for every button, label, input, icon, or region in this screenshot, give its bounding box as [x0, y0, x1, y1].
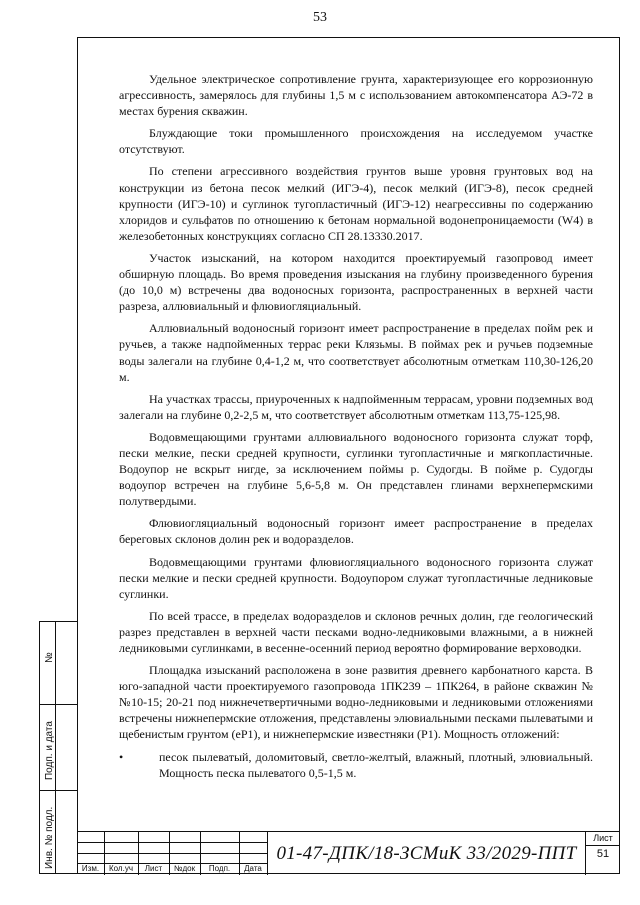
page-number: 53 — [313, 10, 327, 25]
header-date: Дата — [244, 864, 262, 873]
paragraph: Аллювиальный водоносный горизонт имеет распространение в пределах пойм рек и ручьев, а также надпойменных террас реки Клязьмы. В поймах рек и ручьев подземные воды залегали на глубине 0,4-1,2 м, что соответствует абсолютным отметкам 110,30-126,20 м. — [119, 321, 593, 384]
bullet-item — [119, 749, 593, 781]
paragraph: На участках трассы, приуроченных к надпойменным террасам, уровни подземных вод залегали на глубине 0,2-2,5 м, что соответствует абсолютным отметкам 113,75-125,98. — [119, 391, 593, 422]
title-block — [77, 831, 620, 874]
bullet-marker: • — [119, 749, 124, 764]
revision-headers — [77, 864, 267, 875]
sheet-number: 51 — [596, 848, 610, 860]
bullet-text: песок пылеватый, доломитовый, светло-желтый, влажный, плотный, элювиальный. Мощность песка пылеватого 0,5-1,5 м. — [159, 749, 593, 780]
strip-divider — [40, 790, 77, 791]
paragraph: Участок изысканий, на котором находится проектируемый газопровод имеет обширную площадь. Во время проведения изыскания на глубину произведенного бурения (до 10,0 м) встречены два водоносных горизонта, распространенных в верхней части разреза, аллювиальный и флювиогляциальный. — [119, 250, 593, 314]
paragraph: По степени агрессивного воздействия грунтов выше уровня грунтовых вод на конструкции из бетона песок мелкий (ИГЭ-4), песок мелкий (ИГЭ-8), песок средней крупности (ИГЭ-10) и суглинок тугопластичный (ИГЭ-12) неагрессивны по содержанию хлоридов и сульфатов по отношению к бетонам нормальной водонепроницаемости (W4) в железобетонных конструкциях согласно СП 28.13330.2017. — [119, 164, 593, 243]
paragraph: Блуждающие токи промышленного происхождения на исследуемом участке отсутствуют. — [119, 126, 593, 157]
paragraph: По всей трассе, в пределах водоразделов и склонов речных долин, где геологический разрез представлен в верхней части песками водно-ледниковыми влажными, а в нижней ледниковыми суглинками, в весенне-осенний период вероятно формирование верховодки. — [119, 608, 593, 655]
sheet-label: Лист — [586, 833, 620, 846]
paragraph: Удельное электрическое сопротивление грунта, характеризующее его коррозионную агрессивность, замерялось для глубины 1,5 м с использованием автокомпенсатора АЭ-72 в местах бурения скважин. — [119, 72, 593, 119]
paragraph: Водовмещающими грунтами флювиогляциального водоносного горизонта служат пески мелкие и пески средней крупности. Водоупором служат тугопластичные ледниковые суглинки. — [119, 554, 593, 601]
header-count: Кол.уч — [109, 864, 133, 873]
strip-divider — [55, 622, 56, 873]
side-label-no: № — [44, 652, 55, 663]
document-code: 01-47-ДПК/18-ЗСМиК 33/2029-ППТ — [267, 832, 586, 875]
header-sheet: Лист — [144, 864, 163, 873]
side-label-inventory: Инв. № подл. — [44, 806, 55, 869]
paragraph: Водовмещающими грунтами аллювиального водоносного горизонта служат торф, пески мелкие, пески средней крупности, суглинки тугопластичные и мягкопластичные. Водоупор не вскрыт нигде, за исключением поймы р. Судогды. В пойме р. Судогды водоупор встречен на глубине 5,6-5,8 м. Он представлен глинами верхнепермскими полутвердыми. — [119, 429, 593, 509]
header-signature: Подп. — [208, 864, 231, 873]
document-body — [119, 71, 593, 787]
sheet-cell — [586, 832, 620, 875]
header-change: Изм. — [81, 864, 100, 873]
strip-divider — [40, 704, 77, 705]
paragraph: Флювиогляциальный водоносный горизонт имеет распространение в пределах береговых склонов долин рек и водоразделов. — [119, 516, 593, 547]
paragraph: Площадка изысканий расположена в зоне развития древнего карбонатного карста. В юго-западной части проектируемого газопровода 1ПК239 – 1ПК264, в районе скважин №№10-15; 20-21 под нижнечетвертичными водно-ледниковыми и ледниковыми отложениями встречены нижнепермские отложения, представлены элювиальными песками пылеватыми и щебенистым грунтом (eP1), и нижнепермские известняки (P1). Мощность отложений: — [119, 663, 593, 742]
side-label-sign-date: Подп. и дата — [44, 721, 55, 780]
header-doc-no: №док — [173, 864, 196, 873]
